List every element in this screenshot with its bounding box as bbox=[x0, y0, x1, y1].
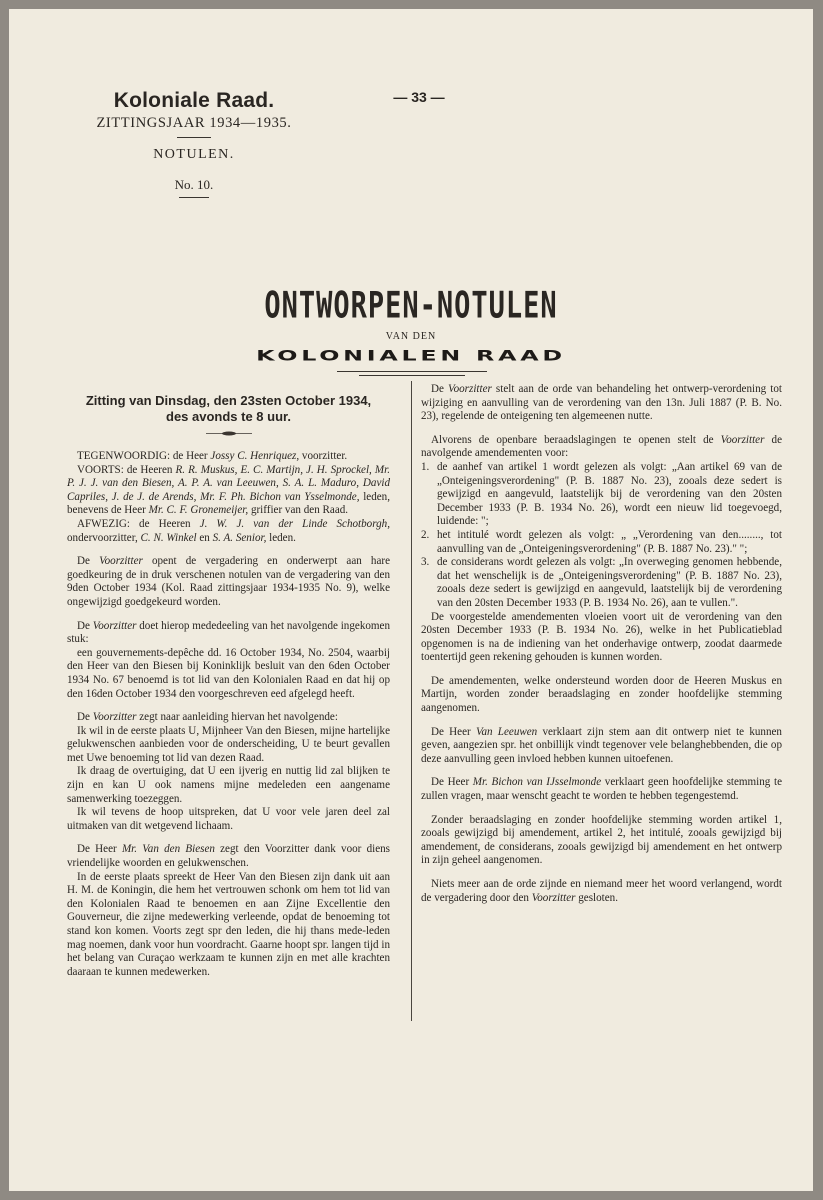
text-run: doet hierop mededeeling van het navolgende ingekomen stuk: bbox=[67, 619, 391, 646]
reply-intro bbox=[67, 843, 390, 870]
text-run: voorzitter. bbox=[299, 450, 348, 462]
opening-paragraph bbox=[67, 555, 390, 609]
chairman-speech-intro bbox=[67, 711, 390, 725]
agenda-paragraph bbox=[421, 383, 782, 424]
list-number: 3. bbox=[421, 556, 430, 569]
amendments-explanation: De voorgestelde amendementen vloeien voort uit de verordening van den 20sten December 1933 (P. B. 1934 No. 26), welke in het Publicatieblad opgenomen is na de indiening van het onderhavige ontwerp, zoodat daarmede toentertijd geen rekening gehouden is kunnen worden. bbox=[421, 610, 782, 664]
list-text: de aanhef van artikel 1 wordt gelezen als volgt: „Aan artikel 69 van de „Onteigeningsverordening" (P. B. 1887 No. 23), zooals deze sedert is gewijzigd en aangevuld, laatstelijk bij de verordening van den 20sten December 1933 (P. B. 1934 No. 26), wordt een nieuw lid toegevoegd, luidende: "; bbox=[437, 460, 782, 528]
final-vote-paragraph: Zonder beraadslaging en zonder hoofdelijke stemming worden artikel 1, zooals gewijzigd bij amendement, artikel 2, het intitulé, zooals gewijzigd bij amendement, de considerans, zooals gewijzigd bij amendement en het ontwerp in zijn geheel aangenomen. bbox=[421, 813, 782, 867]
text-run: De Heer bbox=[431, 725, 476, 738]
amendments-intro bbox=[421, 434, 782, 461]
members-paragraph bbox=[67, 464, 390, 518]
italic-name: Voorzitter bbox=[92, 619, 137, 632]
text-run: De bbox=[77, 555, 100, 568]
council-title: Koloniale Raad. bbox=[113, 89, 275, 112]
title-rule-2 bbox=[359, 375, 465, 376]
text-run: ondervoorzitter, bbox=[67, 531, 141, 544]
text-run: VOORTS: de Heeren bbox=[77, 463, 176, 476]
italic-name: Van Leeuwen bbox=[475, 725, 538, 738]
italic-name: J. W. J. van der Linde Schotborgh, bbox=[199, 517, 390, 530]
header-rule-2 bbox=[179, 197, 209, 198]
amendments-adopted: De amendementen, welke ondersteund worden door de Heeren Muskus en Martijn, worden zonder beraadslaging en zonder hoofdelijke stemming aangenomen. bbox=[421, 674, 782, 715]
amendments-list bbox=[421, 461, 782, 611]
italic-name: Mr. Van den Biesen bbox=[121, 843, 215, 856]
header-block bbox=[79, 89, 309, 198]
attendance-paragraph bbox=[67, 450, 390, 464]
list-number: 1. bbox=[421, 460, 430, 473]
text-run: AFWEZIG: de Heeren bbox=[77, 517, 200, 530]
list-text: de considerans wordt gelezen als volgt: „In overweging genomen hebbende, dat het wenschelijk is de „Onteigeningsverordening" (P. B. 1887 No. 23), zooals deze sedert is gewijzigd en aangevuld, laatstelijk bij de verordening van den 20sten December 1933 (P. B. 1934 No. 26), aan te vullen.". bbox=[437, 556, 782, 609]
text-run: Niets meer aan de orde zijnde en niemand meer het woord verlangend, wordt de vergadering door den bbox=[421, 878, 782, 904]
session-heading bbox=[67, 393, 390, 425]
page-number: — 33 — bbox=[393, 89, 445, 105]
text-run: Alvorens de openbare beraadslagingen te openen stelt de bbox=[431, 433, 721, 446]
notulen-label: NOTULEN. bbox=[153, 147, 235, 162]
italic-name: S. A. Senior, bbox=[212, 531, 267, 544]
announcement-paragraph bbox=[67, 620, 390, 647]
text-run: leden. bbox=[266, 531, 296, 544]
text-run: zegt naar aanleiding hiervan het navolgende: bbox=[136, 711, 338, 724]
header-rule bbox=[177, 137, 211, 138]
text-run: gesloten. bbox=[575, 891, 618, 904]
text-run: De bbox=[77, 711, 93, 724]
text-run: leden, benevens de Heer bbox=[67, 490, 390, 517]
text-run: De bbox=[77, 619, 93, 632]
session-heading-line-1: Zitting van Dinsdag, den 23sten October 1934, bbox=[85, 393, 372, 408]
column-divider bbox=[411, 381, 412, 1021]
italic-name: C. N. Winkel bbox=[140, 531, 197, 544]
text-run: De bbox=[431, 383, 449, 395]
right-column bbox=[421, 383, 782, 915]
issue-number: No. 10. bbox=[174, 177, 214, 192]
absent-paragraph bbox=[67, 518, 390, 545]
text-run: verklaart geen hoofdelijke stemming te zullen vragen, maar wenscht geacht te worden te hebben tegengestemd. bbox=[421, 776, 783, 803]
title-rule bbox=[337, 371, 487, 372]
italic-name: Voorzitter bbox=[531, 891, 576, 904]
italic-name: R. R. Muskus, E. C. Martijn, J. H. Sprockel, Mr. P. J. J. van den Biesen, A. P. A. van Leeuwen, S. A. L. Maduro, David Capriles, J. de J. de Arends, Mr. F. Ph. Bichon van Ysselmonde, bbox=[67, 463, 390, 503]
italic-name: Mr. C. F. Gronemeijer, bbox=[148, 504, 249, 517]
chairman-speech-2: Ik draag de overtuiging, dat U een ijverig en nuttig lid zal blijken te zijn en kan U ook namens mijne medeleden een aangename samenwerking toezeggen. bbox=[67, 765, 390, 805]
text-run: TEGENWOORDIG: de Heer bbox=[77, 450, 211, 462]
main-title: ONTWORPEN-NOTULEN bbox=[264, 285, 558, 327]
text-run: zegt den Voorzitter dank voor diens vriendelijke woorden en gelukwenschen. bbox=[67, 843, 390, 870]
text-run: griffier van den Raad. bbox=[248, 504, 349, 517]
session-heading-line-2: des avonds te 8 uur. bbox=[166, 409, 291, 424]
reply-paragraph: In de eerste plaats spreekt de Heer Van den Biesen zijn dank uit aan H. M. de Koningin, die hem het vertrouwen schonk om hem tot lid van den Kolonialen Raad te benoemen en aan Zijne Excellentie den Gouverneur, die zijne medewerking verleende, opdat de benoeming tot stand kon komen. Voorts zegt spr den leden, die hij thans mede-leden mag noemen, dank voor hun voordracht. Gaarne hoopt spr. langen tijd in het belang van Curaçao werkzaam te kunnen zijn en met alle krachten daaraan te kunnen medewerken. bbox=[67, 870, 390, 978]
list-text: het intitulé wordt gelezen als volgt: „ „Verordening van den........, tot aanvulling van de „Onteigeningsverordening" (P. B. 1887 No. 23)." "; bbox=[437, 528, 782, 555]
depeche-paragraph: een gouvernements-depêche dd. 16 October 1934, No. 2504, waarbij den Heer van den Biesen bij Koninklijk besluit van den 6den October 1934 No. 67 benoemd is tot lid van den Kolonialen Raad en dat hij op den 16den October 1934 den voorgeschreven eed afgelegd heeft. bbox=[67, 646, 390, 700]
italic-name: Voorzitter bbox=[99, 555, 143, 568]
list-item bbox=[421, 556, 782, 610]
list-item bbox=[421, 461, 782, 529]
text-run: de navolgende amendementen voor: bbox=[421, 433, 782, 460]
text-run: De Heer bbox=[431, 776, 473, 789]
italic-name: Mr. Bichon van IJsselmonde bbox=[472, 776, 602, 789]
text-run: opent de vergadering en onderwerpt aan hare goedkeuring de in druk verschenen notulen van de vergadering van den 9den October 1934 (Kol. Raad zittingsjaar 1934-1935 No. 9), welke ongewijzigd goedgekeurd worden. bbox=[67, 555, 391, 608]
ornament-rule bbox=[206, 431, 252, 436]
document-page bbox=[9, 9, 813, 1191]
bichon-paragraph bbox=[421, 776, 782, 803]
text-run: De Heer bbox=[77, 843, 122, 856]
text-run: en bbox=[196, 531, 213, 544]
text-run: verklaart zijn stem aan dit ontwerp niet te kunnen geven, aangezien spr. het onbillijk vindt tegenover vele belanghebbenden, die op deze aanvulling geen invloed hebben kunnen uitoefenen. bbox=[421, 725, 782, 765]
van-leeuwen-paragraph bbox=[421, 726, 782, 767]
italic-name: Voorzitter bbox=[92, 711, 137, 724]
italic-name: Jossy C. Henriquez, bbox=[210, 450, 300, 462]
subtitle-van-den: VAN DEN bbox=[385, 331, 437, 342]
closing-paragraph bbox=[421, 878, 782, 905]
list-item bbox=[421, 529, 782, 556]
chairman-speech-3: Ik wil tevens de hoop uitspreken, dat U voor vele jaren deel zal uitmaken van dit wetgevend lichaam. bbox=[67, 806, 390, 832]
session-year: ZITTINGSJAAR 1934—1935. bbox=[96, 115, 292, 131]
list-number: 2. bbox=[421, 528, 430, 541]
council-name: KOLONIALEN RAAD bbox=[256, 347, 566, 365]
italic-name: Voorzitter bbox=[448, 383, 492, 395]
italic-name: Voorzitter bbox=[720, 433, 765, 446]
text-run: stelt aan de orde van behandeling het ontwerp-verordening tot wijziging en aanvulling van de verordening van den 13n. Juli 1887 (P. B. No. 23), regelende de onteigening ten algemeenen nutte. bbox=[421, 383, 782, 423]
left-column bbox=[67, 383, 390, 989]
chairman-speech-1: Ik wil in de eerste plaats U, Mijnheer Van den Biesen, mijne hartelijke gelukwenschen aanbieden voor de onderscheiding, U te beurt gevallen met Uwe benoeming tot lid van dezen Raad. bbox=[67, 724, 390, 764]
